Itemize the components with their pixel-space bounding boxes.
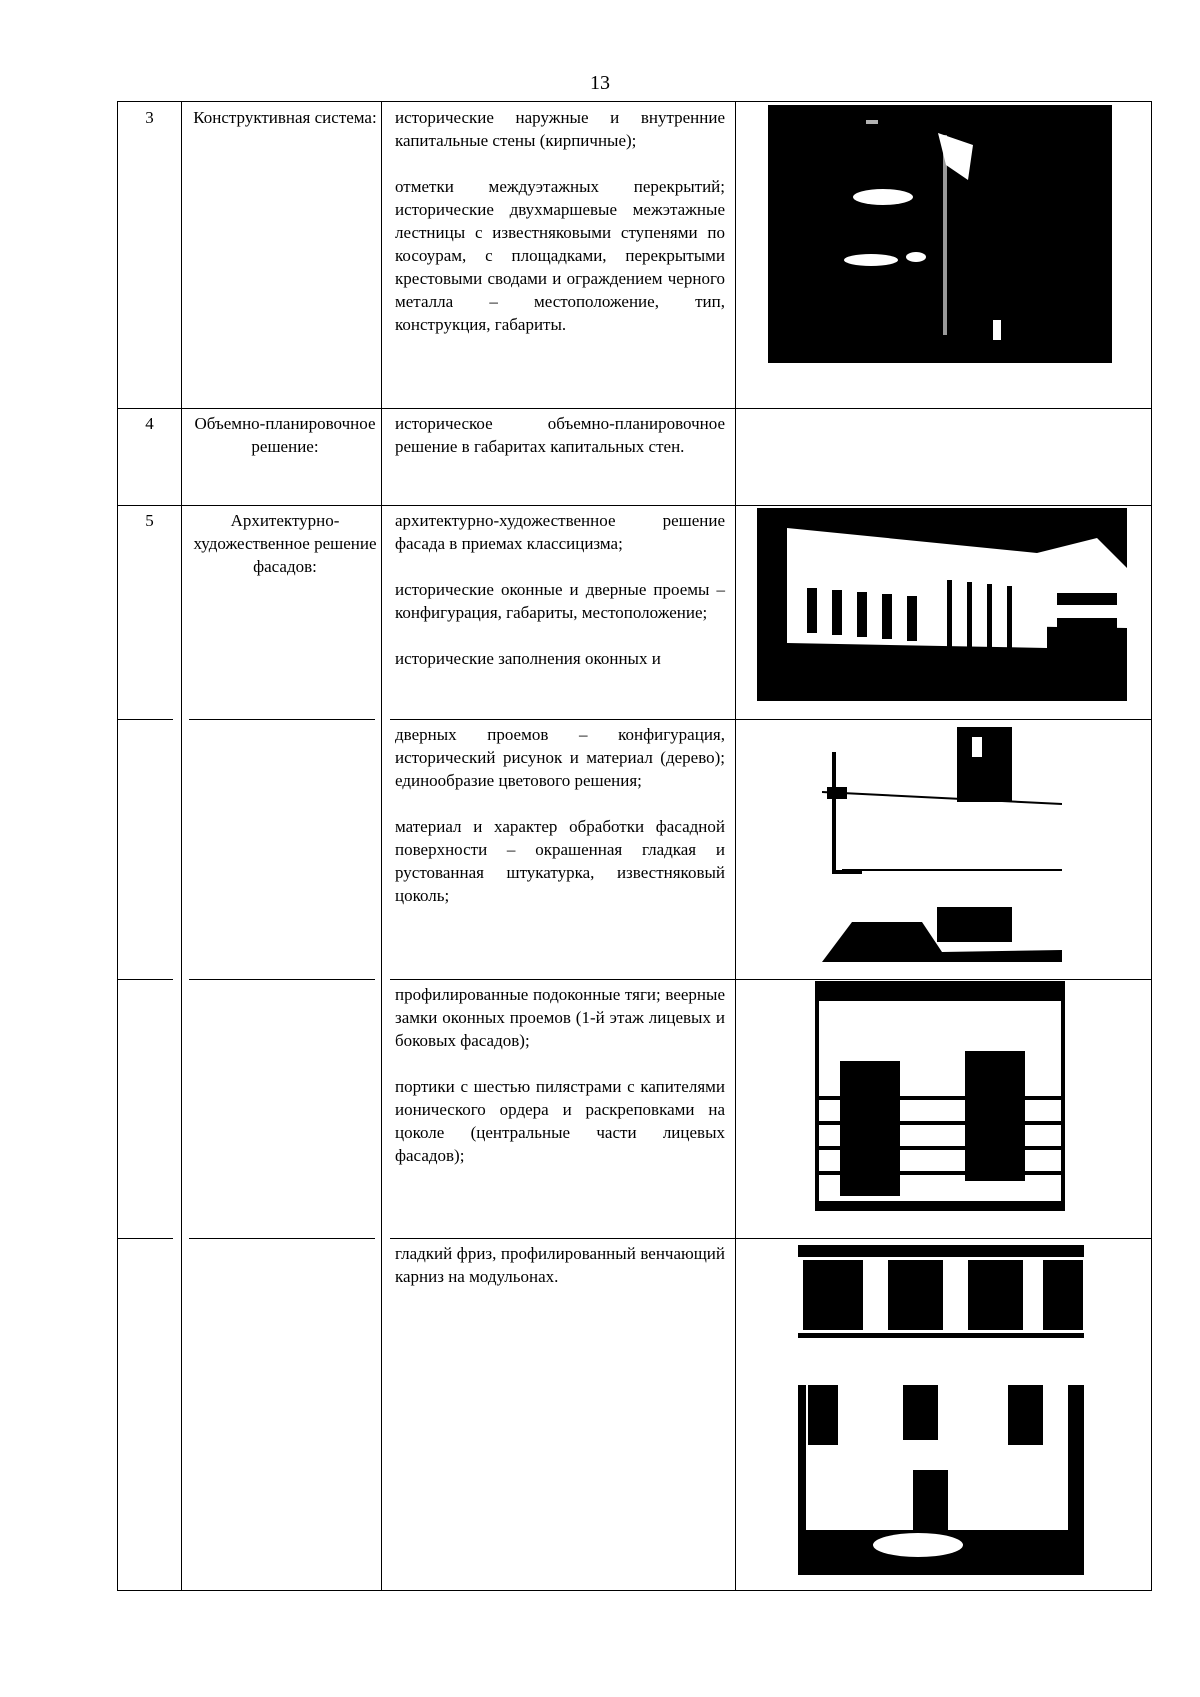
row-description [395,1242,725,1288]
row-name: Объемно-планировочное решение: [194,414,376,456]
row-divider [189,979,375,980]
row-description [395,723,725,907]
row-divider [117,979,173,980]
description-paragraph: исторические оконные и дверные проемы – конфигурация, габариты, местоположение; [395,580,725,622]
column-divider [735,101,736,1591]
row-divider [117,1238,173,1239]
row-description [395,983,725,1167]
row-number: 4 [145,414,154,433]
row-number: 3 [145,108,154,127]
portico-pilasters-photo [815,981,1065,1211]
column-divider [181,101,182,1591]
description-paragraph: материал и характер обработки фасадной поверхности – окрашенная гладкая и рустованная штукатурка, известняковый цоколь; [395,817,725,905]
row-name: Архитектурно-художественное решение фасадов: [193,511,377,576]
row-description [395,412,725,458]
row-divider [117,719,173,720]
staircase-photo [768,105,1112,363]
row-name: Конструктивная система: [193,108,377,127]
row-description [395,106,725,336]
description-paragraph: портики с шестью пилястрами с капителями ионического ордера и раскреповками на цоколе (центральные части лицевых фасадов); [395,1077,725,1165]
window-detail-photo [822,722,1062,962]
description-paragraph: отметки междуэтажных перекрытий; исторические двухмаршевые межэтажные лестницы с известняковыми ступенями по косоурам, с площадками, перекрытыми крестовыми сводами и ограждением черного металла – местоположение, тип, конструкция, габариты. [395,177,725,334]
row-divider [117,505,1152,506]
description-paragraph: дверных проемов – конфигурация, исторический рисунок и материал (дерево); единообразие цветового решения; [395,725,725,790]
row-divider [390,719,1152,720]
row-description [395,509,725,670]
building-facade-photo [757,508,1127,701]
description-paragraph: исторические заполнения оконных и [395,649,661,668]
column-divider [381,101,382,1591]
description-paragraph: архитектурно-художественное решение фасада в приемах классицизма; [395,511,725,553]
row-divider [390,979,1152,980]
description-paragraph: гладкий фриз, профилированный венчающий карниз на модульонах. [395,1244,725,1286]
description-paragraph: исторические наружные и внутренние капитальные стены (кирпичные); [395,108,725,150]
description-paragraph: профилированные подоконные тяги; веерные замки оконных проемов (1-й этаж лицевых и боковых фасадов); [395,985,725,1050]
row-divider [390,1238,1152,1239]
page-number: 13 [590,72,610,94]
cornice-frieze-photo [798,1245,1084,1575]
row-divider [117,408,1152,409]
row-number: 5 [145,511,154,530]
description-paragraph: историческое объемно-планировочное решение в габаритах капитальных стен. [395,414,725,456]
row-divider [189,1238,375,1239]
row-divider [189,719,375,720]
